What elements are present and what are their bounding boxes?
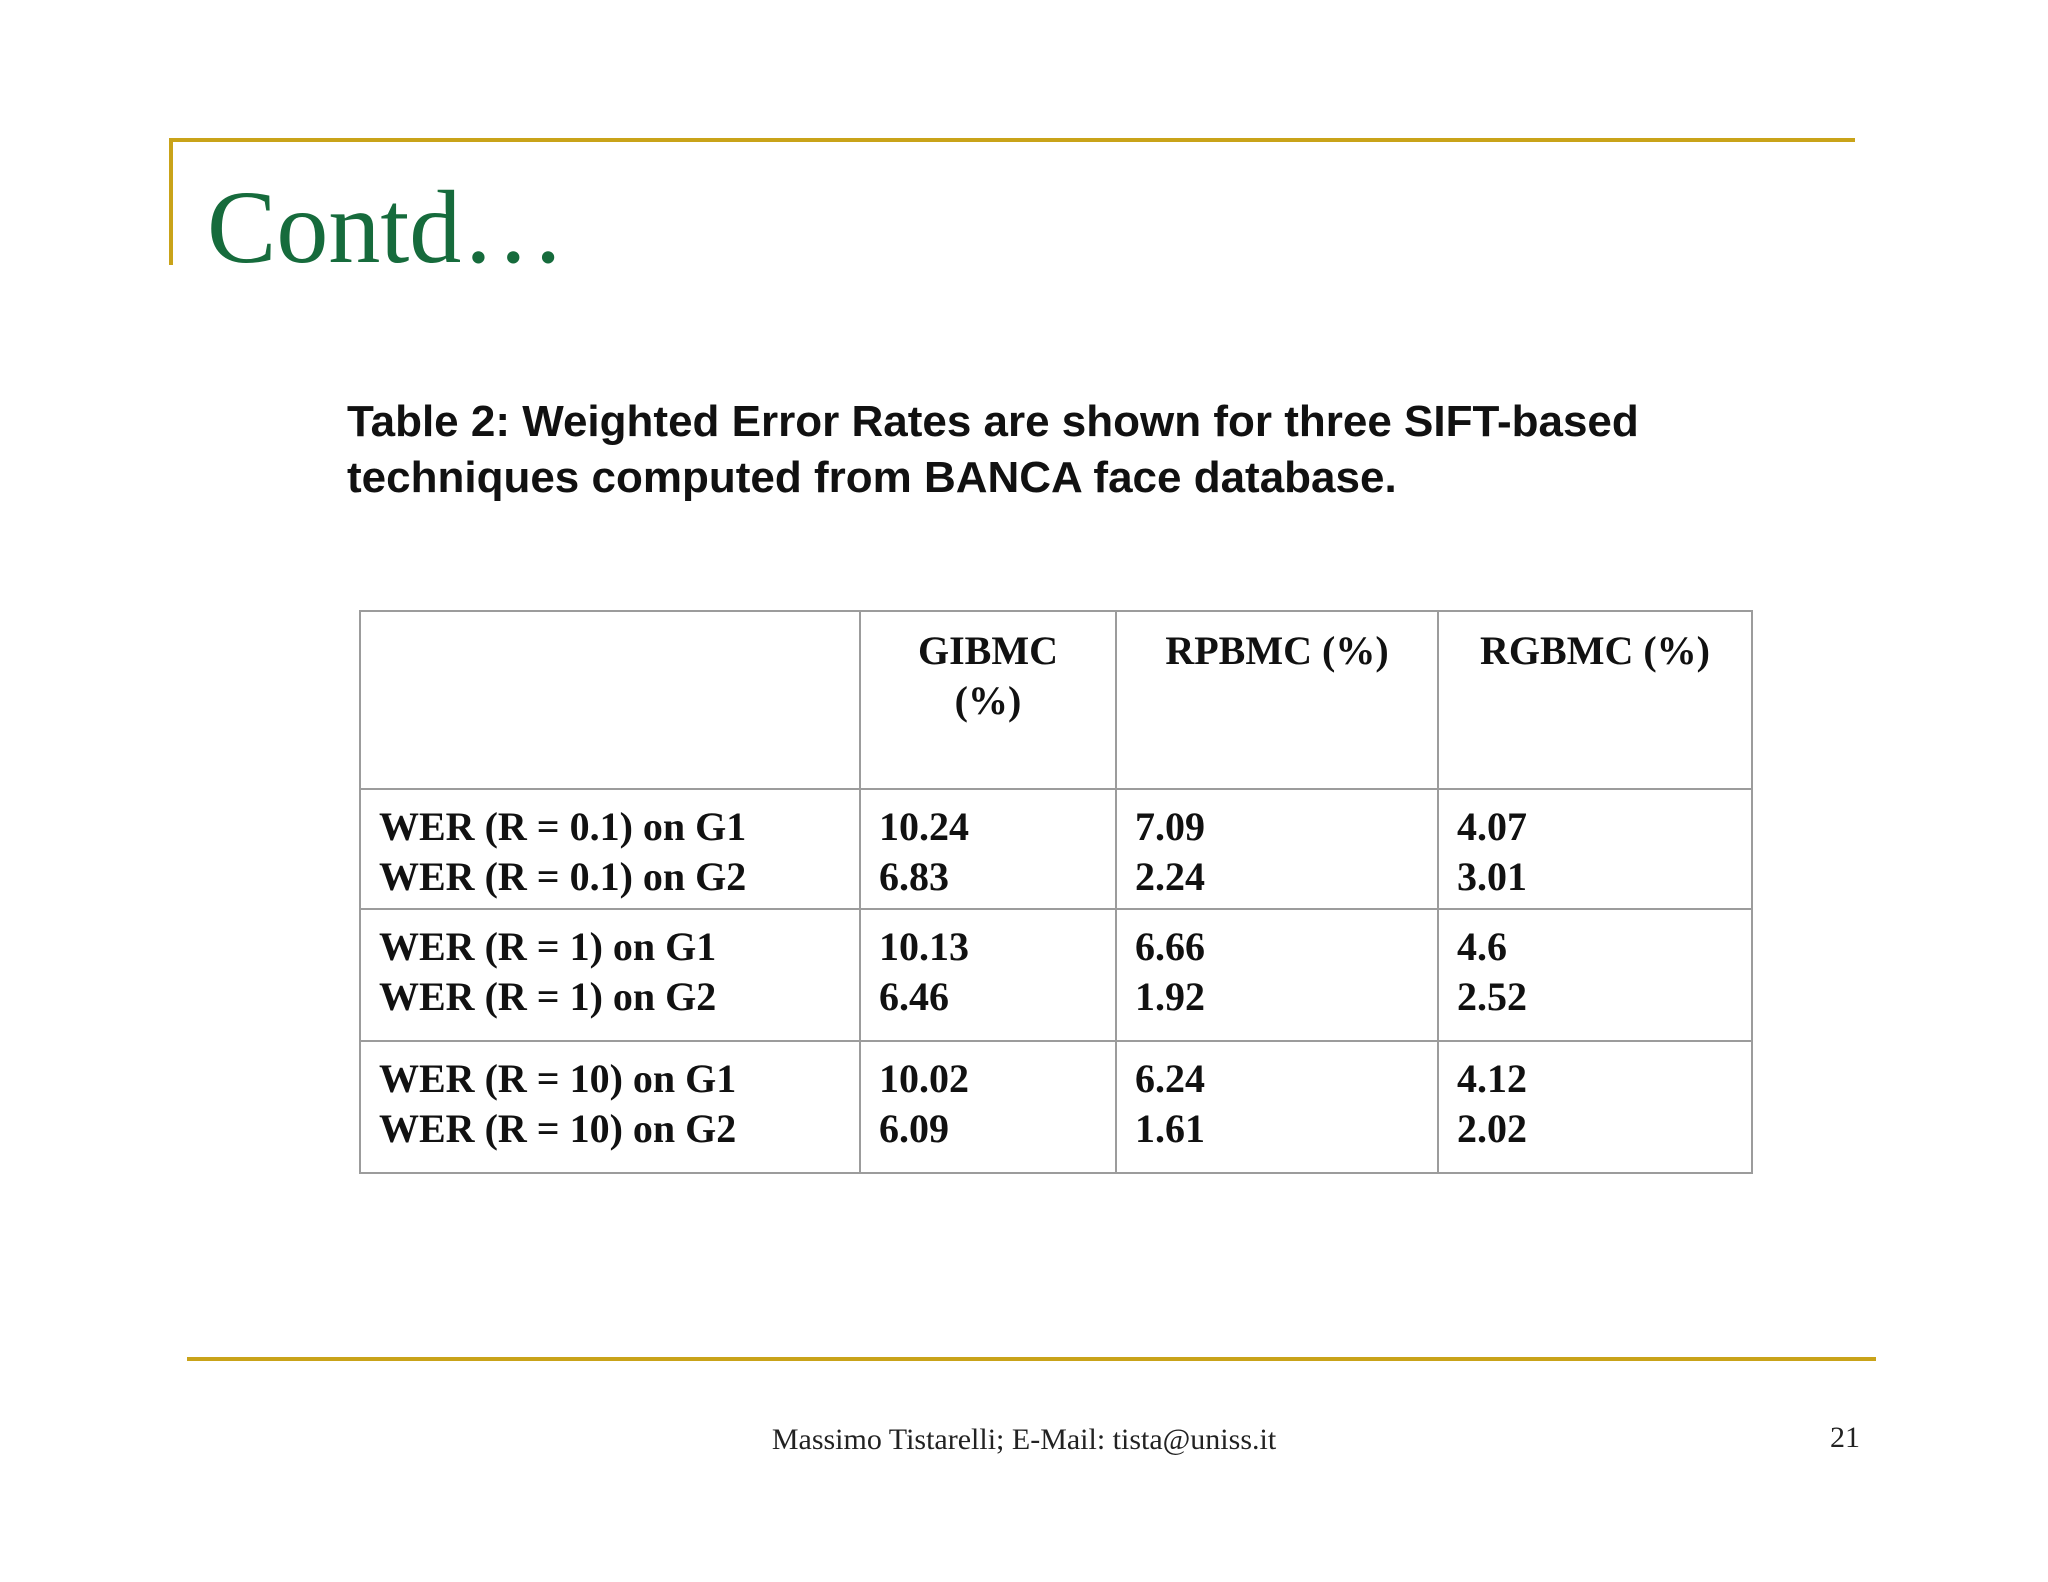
slide-title: Contd…: [207, 170, 566, 285]
gibmc-cell: [860, 789, 1116, 909]
rgbmc-value: 4.6: [1457, 924, 1507, 969]
rpbmc-cell: [1116, 789, 1438, 909]
row-label: WER (R = 10) on G1: [379, 1056, 737, 1101]
row-label: WER (R = 1) on G1: [379, 924, 717, 969]
rgbmc-value: 3.01: [1457, 854, 1527, 899]
rgbmc-value: 4.12: [1457, 1056, 1527, 1101]
gibmc-cell: [860, 1041, 1116, 1173]
page-number: 21: [1830, 1421, 1860, 1454]
gibmc-value: 10.02: [879, 1056, 969, 1101]
title-rule-left: [169, 138, 173, 265]
rpbmc-value: 1.92: [1135, 974, 1205, 1019]
rpbmc-cell: [1116, 1041, 1438, 1173]
table-caption: Table 2: Weighted Error Rates are shown for three SIFT-based techniques computed from BANCA face database.: [347, 397, 1639, 502]
row-label: WER (R = 0.1) on G2: [379, 854, 747, 899]
table-row: [360, 789, 1752, 909]
rgbmc-value: 2.02: [1457, 1106, 1527, 1151]
footer-rule: [187, 1357, 1876, 1361]
rpbmc-value: 2.24: [1135, 854, 1205, 899]
row-label-cell: [360, 909, 860, 1041]
error-rate-table: [359, 610, 1753, 1174]
header-rgbmc: RGBMC (%): [1438, 611, 1752, 789]
footer-author: Massimo Tistarelli; E-Mail: tista@uniss.it: [771, 1423, 1277, 1456]
rpbmc-cell: [1116, 909, 1438, 1041]
rpbmc-value: 7.09: [1135, 804, 1205, 849]
table-header-row: [360, 611, 1752, 789]
rgbmc-value: 2.52: [1457, 974, 1527, 1019]
rpbmc-value: 6.66: [1135, 924, 1205, 969]
rgbmc-value: 4.07: [1457, 804, 1527, 849]
header-gibmc-label: GIBMC (%): [918, 628, 1058, 723]
row-label: WER (R = 0.1) on G1: [379, 804, 747, 849]
gibmc-cell: [860, 909, 1116, 1041]
header-rpbmc: RPBMC (%): [1116, 611, 1438, 789]
gibmc-value: 10.13: [879, 924, 969, 969]
row-label-cell: [360, 1041, 860, 1173]
gibmc-value: 6.46: [879, 974, 949, 1019]
rgbmc-cell: [1438, 789, 1752, 909]
rpbmc-value: 6.24: [1135, 1056, 1205, 1101]
row-label-cell: [360, 789, 860, 909]
table-row: [360, 1041, 1752, 1173]
rpbmc-value: 1.61: [1135, 1106, 1205, 1151]
header-empty: [360, 611, 860, 789]
gibmc-value: 6.09: [879, 1106, 949, 1151]
header-gibmc: [860, 611, 1116, 789]
rgbmc-cell: [1438, 1041, 1752, 1173]
title-rule-top: [169, 138, 1855, 142]
gibmc-value: 6.83: [879, 854, 949, 899]
row-label: WER (R = 10) on G2: [379, 1106, 737, 1151]
gibmc-value: 10.24: [879, 804, 969, 849]
table-row: [360, 909, 1752, 1041]
rgbmc-cell: [1438, 909, 1752, 1041]
row-label: WER (R = 1) on G2: [379, 974, 717, 1019]
